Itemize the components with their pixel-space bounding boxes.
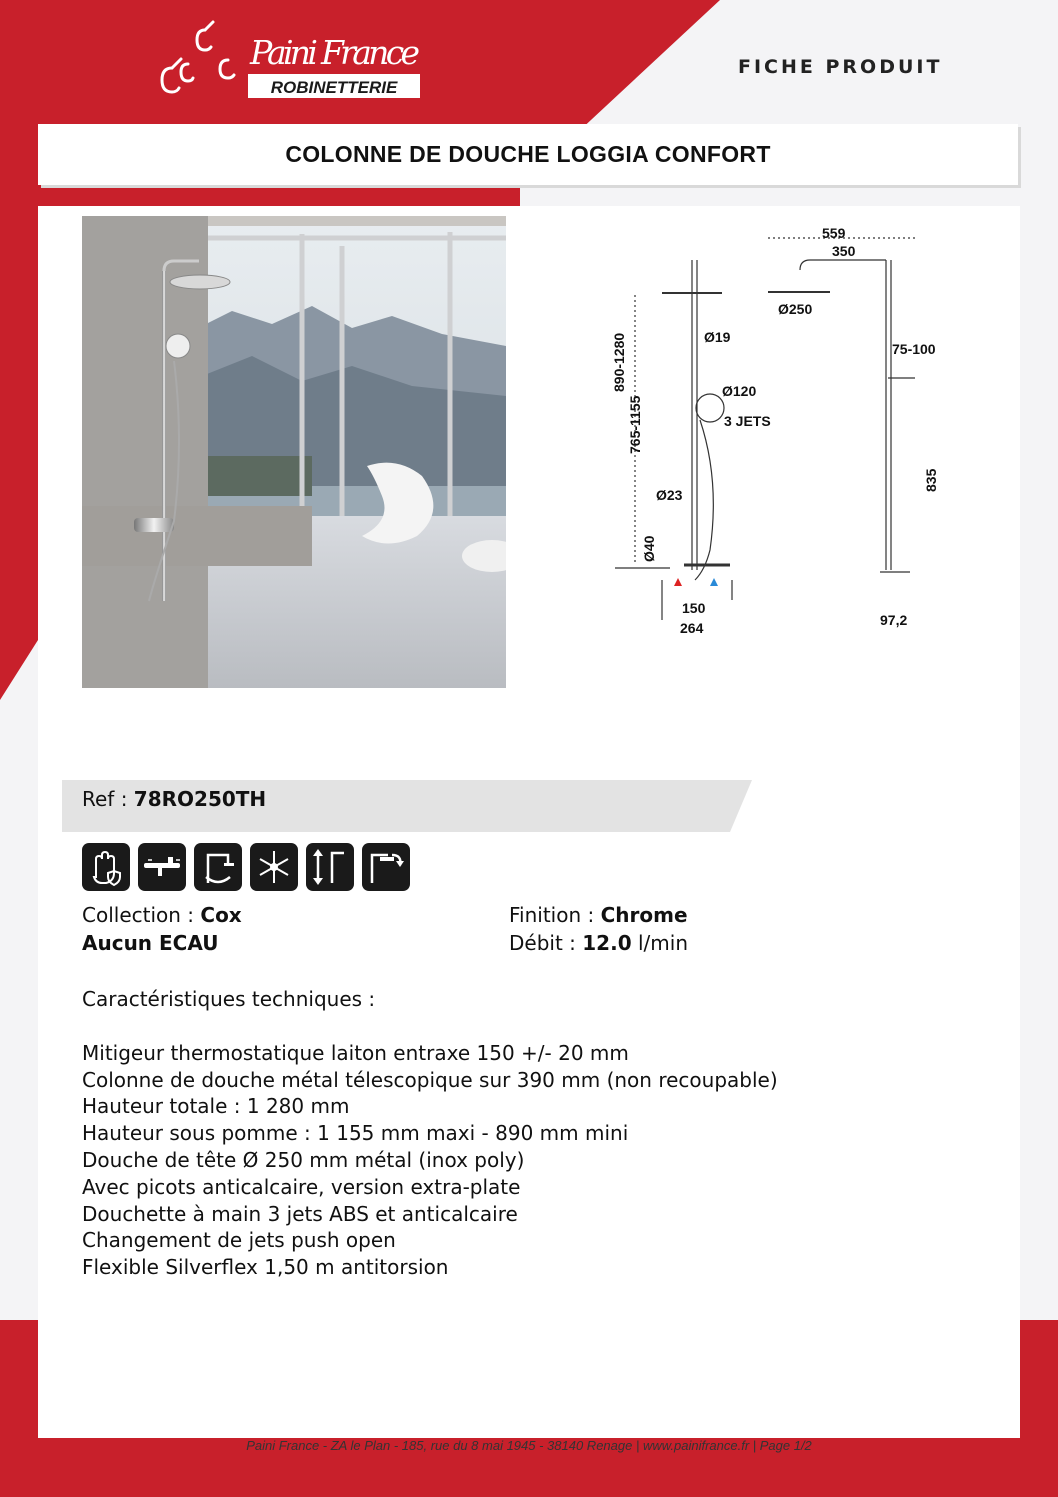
dim-350: 350 (832, 243, 856, 259)
ecau-line: Aucun ECAU (82, 931, 219, 955)
debit-line (509, 929, 688, 957)
dim-d250: Ø250 (778, 301, 813, 317)
thermostatic-bar-icon (138, 843, 186, 891)
logo-brand-name: Paini France (250, 33, 420, 72)
logo-sub-label: ROBINETTERIE (270, 78, 398, 97)
page-footer: Paini France - ZA le Plan - 185, rue du 8 mai 1945 - 38140 Renage | www.painifrance.fr | Page 1/2 (246, 1438, 812, 1453)
swivel-spout-icon (194, 843, 242, 891)
collection-line (82, 901, 242, 929)
dim-d40: Ø40 (641, 535, 657, 562)
spec-line: Colonne de douche métal télescopique sur 390 mm (non recoupable) (82, 1067, 778, 1092)
feature-icons (82, 843, 410, 891)
dim-890-1280: 890-1280 (611, 332, 627, 392)
spec-line: Hauteur totale : 1 280 mm (82, 1094, 350, 1119)
debit-unit: l/min (631, 931, 688, 955)
dim-d120: Ø120 (722, 383, 757, 399)
dim-559: 559 (822, 225, 846, 241)
technical-drawing (600, 220, 960, 640)
debit-value: 12.0 (582, 931, 632, 955)
finition-label: Finition : (509, 903, 601, 927)
spec-line: Mitigeur thermostatique laiton entraxe 150 +/- 20 mm (82, 1040, 629, 1065)
finition-value: Chrome (600, 903, 688, 927)
reference-label: Ref : (82, 787, 134, 811)
spec-line: Flexible Silverflex 1,50 m antitorsion (82, 1255, 449, 1280)
dim-264: 264 (680, 620, 704, 636)
spec-line: Hauteur sous pomme : 1 155 mm maxi - 890 mm mini (82, 1121, 629, 1146)
product-title: COLONNE DE DOUCHE LOGGIA CONFORT (285, 141, 771, 167)
collection-label: Collection : (82, 903, 201, 927)
dim-75-100: 75-100 (892, 341, 936, 357)
technical-specs (82, 986, 778, 1281)
anti-limescale-icon (250, 843, 298, 891)
dim-835: 835 (923, 468, 939, 492)
spec-line: Changement de jets push open (82, 1228, 396, 1253)
shower-head-rotate-icon (362, 843, 410, 891)
finition-line (509, 901, 688, 929)
spec-line: Avec picots anticalcaire, version extra-plate (82, 1174, 521, 1199)
dim-3-jets: 3 JETS (724, 413, 771, 429)
dim-d23: Ø23 (656, 487, 683, 503)
dim-d19: Ø19 (704, 329, 731, 345)
doc-type-label: FICHE PRODUIT (738, 56, 943, 78)
spec-line: Douche de tête Ø 250 mm métal (inox poly) (82, 1147, 525, 1172)
dim-97-2: 97,2 (880, 612, 908, 628)
product-photo (82, 216, 506, 688)
dim-765-1155: 765-1155 (627, 395, 643, 454)
specs-heading: Caractéristiques techniques : (82, 987, 376, 1011)
collection-value: Cox (200, 903, 242, 927)
spec-line: Douchette à main 3 jets ABS et anticalcaire (82, 1201, 518, 1226)
paini-france-logo (150, 18, 430, 104)
hand-safety-icon (82, 843, 130, 891)
reference (82, 787, 266, 811)
dim-150: 150 (682, 600, 706, 616)
debit-label: Débit : (509, 931, 583, 955)
product-title-bar (38, 124, 1018, 185)
reference-value: 78RO250TH (133, 787, 267, 811)
telescopic-height-icon (306, 843, 354, 891)
